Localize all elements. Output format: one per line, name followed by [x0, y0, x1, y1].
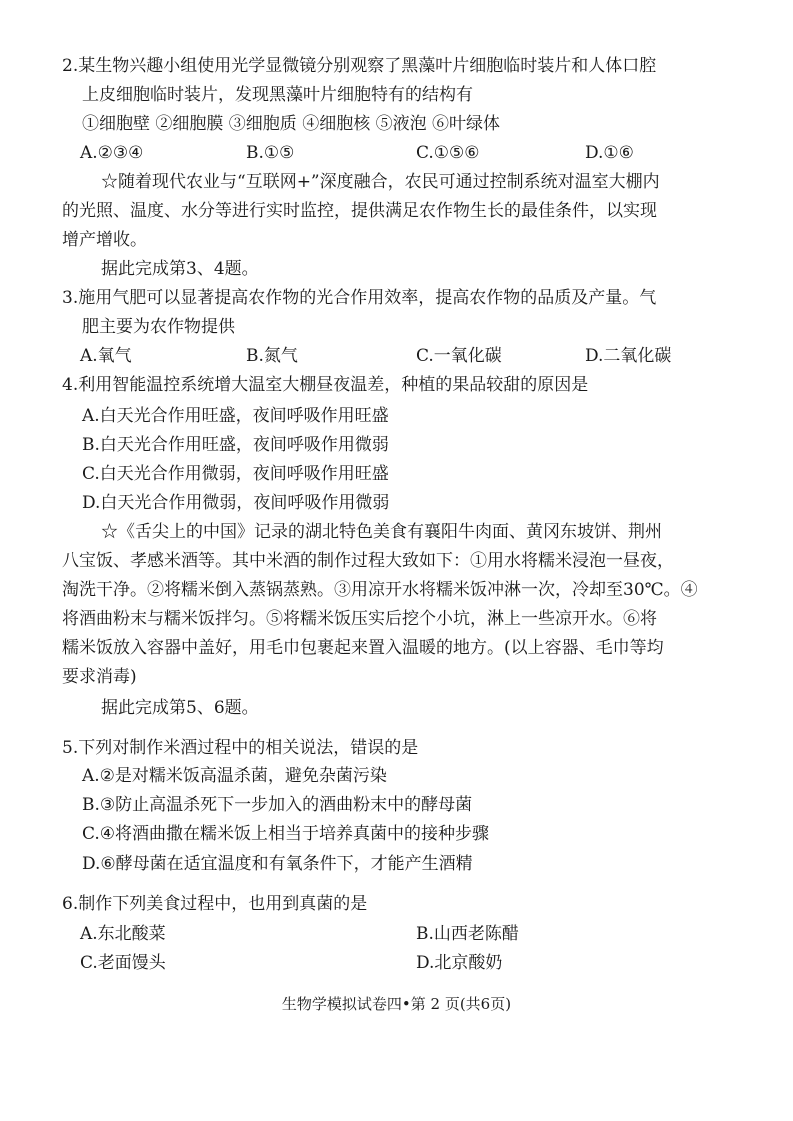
material1-line1: ☆随着现代农业与“互联网+”深度融合，农民可通过控制系统对温室大棚内 [101, 172, 660, 192]
q2-stem-line1: 2.某生物兴趣小组使用光学显微镜分别观察了黑藻叶片细胞临时装片和人体口腔 [62, 56, 657, 76]
q2-items: ①细胞壁 ②细胞膜 ③细胞质 ④细胞核 ⑤液泡 ⑥叶绿体 [82, 114, 501, 134]
page-footer: 生物学模拟试卷四•第 2 页(共6页) [281, 995, 512, 1013]
material2-line3: 淘洗干净。②将糯米倒入蒸锅蒸熟。③用凉开水将糯米饭冲淋一次，冷却至30℃。④ [62, 580, 698, 600]
material2-line2: 八宝饭、孝感米酒等。其中米酒的制作过程大致如下：①用水将糯米浸泡一昼夜， [62, 551, 674, 571]
q3-stem-line1: 3.施用气肥可以显著提高农作物的光合作用效率，提高农作物的品质及产量。气 [62, 288, 657, 308]
q6-stem: 6.制作下列美食过程中，也用到真菌的是 [62, 894, 368, 914]
material2-line6: 要求消毒) [62, 667, 137, 687]
q4-option-a: A.白天光合作用旺盛，夜间呼吸作用旺盛 [82, 406, 389, 426]
q4-option-b: B.白天光合作用旺盛，夜间呼吸作用微弱 [82, 435, 389, 455]
q3-option-a: A.氧气 [80, 346, 132, 366]
q2-option-a: A.②③④ [80, 143, 144, 163]
q4-option-d: D.白天光合作用微弱，夜间呼吸作用微弱 [82, 493, 390, 513]
q4-option-c: C.白天光合作用微弱，夜间呼吸作用旺盛 [82, 464, 389, 484]
q3-option-b: B.氮气 [246, 346, 298, 366]
q6-option-d: D.北京酸奶 [416, 953, 503, 973]
q4-stem: 4.利用智能温控系统增大温室大棚昼夜温差，种植的果品较甜的原因是 [62, 375, 589, 395]
q5-stem: 5.下列对制作米酒过程中的相关说法，错误的是 [62, 738, 419, 758]
q6-option-b: B.山西老陈醋 [416, 924, 519, 944]
q5-option-c: C.④将酒曲撒在糯米饭上相当于培养真菌中的接种步骤 [82, 824, 490, 844]
q2-option-d: D.①⑥ [585, 143, 634, 163]
material1-line2: 的光照、温度、水分等进行实时监控，提供满足农作物生长的最佳条件，以实现 [62, 201, 657, 221]
material1-instruction: 据此完成第3、4题。 [101, 259, 259, 279]
q6-option-c: C.老面馒头 [80, 953, 166, 973]
q2-option-c: C.①⑤⑥ [416, 143, 480, 163]
material1-line3: 增产增收。 [62, 230, 147, 250]
q3-option-d: D.二氧化碳 [585, 346, 672, 366]
q6-option-a: A.东北酸菜 [80, 924, 166, 944]
q5-option-b: B.③防止高温杀死下一步加入的酒曲粉末中的酵母菌 [82, 795, 473, 815]
q5-option-a: A.②是对糯米饭高温杀菌，避免杂菌污染 [82, 766, 387, 786]
q3-stem-line2: 肥主要为农作物提供 [82, 317, 235, 337]
q5-option-d: D.⑥酵母菌在适宜温度和有氧条件下，才能产生酒精 [82, 854, 473, 874]
q2-option-b: B.①⑤ [246, 143, 295, 163]
q3-option-c: C.一氧化碳 [416, 346, 502, 366]
material2-line1: ☆《舌尖上的中国》记录的湖北特色美食有襄阳牛肉面、黄冈东坡饼、荆州 [101, 522, 662, 542]
material2-line5: 糯米饭放入容器中盖好，用毛巾包裹起来置入温暖的地方。(以上容器、毛巾等均 [62, 638, 664, 658]
q2-stem-line2: 上皮细胞临时装片，发现黑藻叶片细胞特有的结构有 [82, 85, 473, 105]
material2-line4: 将酒曲粉末与糯米饭拌匀。⑤将糯米饭压实后挖个小坑，淋上一些凉开水。⑥将 [62, 609, 657, 629]
material2-instruction: 据此完成第5、6题。 [101, 698, 259, 718]
